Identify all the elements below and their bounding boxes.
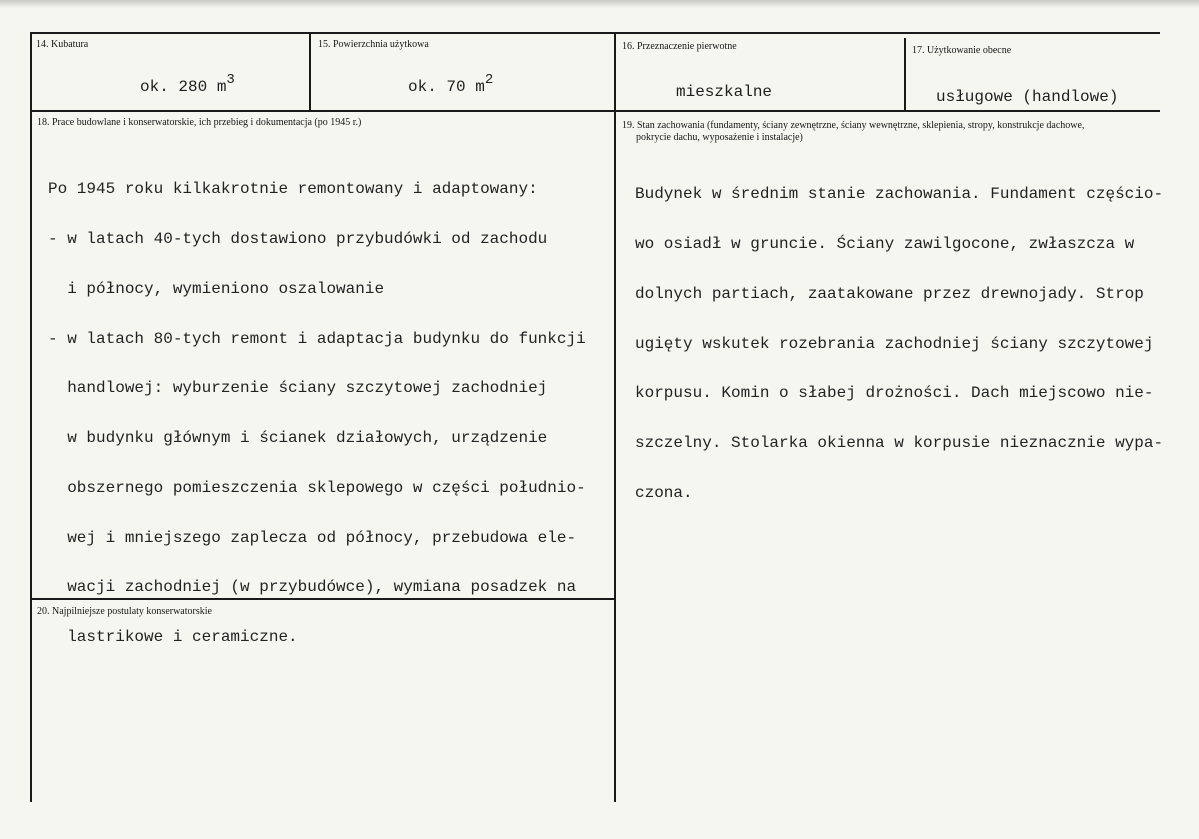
field-19-text: [635, 153, 1163, 535]
field-14-value-text: ok. 280 m: [140, 78, 227, 96]
field-19-line: ugięty wskutek rozebrania zachodniej ściany szczytowej: [635, 334, 1154, 353]
field-14-label: 14. Kubatura: [36, 39, 89, 50]
field-15-value-exponent: 2: [484, 72, 494, 88]
field-18-line: Po 1945 roku kilkakrotnie remontowany i adaptowany:: [48, 180, 538, 199]
field-19-label-line-1: 19. Stan zachowania (fundamenty, ściany zewnętrzne, ściany wewnętrzne, sklepienia, stropy, konstrukcje dachowe,: [622, 120, 1085, 131]
field-19-line: szczelny. Stolarka okienna w korpusie nieznacznie wypa-: [635, 434, 1164, 453]
field-19-line: Budynek w średnim stanie zachowania. Fundament częścio-: [635, 185, 1164, 204]
center-rule: [614, 32, 616, 802]
divider-16-17: [904, 38, 906, 112]
field-15-value: [408, 72, 494, 96]
field-18-line: i północy, wymieniono oszalowanie: [48, 279, 385, 298]
field-16-label: 16. Przeznaczenie pierwotne: [622, 41, 737, 52]
field-14-value: [140, 72, 235, 96]
field-18-line: lastrikowe i ceramiczne.: [48, 628, 298, 647]
field-18-line: wacji zachodniej (w przybudówce), wymiana posadzek na: [48, 578, 577, 597]
field-18-line: - w latach 80-tych remont i adaptacja budynku do funkcji: [48, 329, 586, 348]
top-rule: [30, 32, 1160, 34]
field-15-label: 15. Powierzchnia użytkowa: [318, 39, 429, 50]
field-17-value: usługowe (handlowe): [936, 88, 1119, 106]
field-18-line: handlowej: wyburzenie ściany szczytowej zachodniej: [48, 379, 548, 398]
field-19-line: korpusu. Komin o słabej drożności. Dach miejscowo nie-: [635, 384, 1154, 403]
field-20-label: 20. Najpilniejsze postulaty konserwatorskie: [37, 606, 212, 617]
field-18-text: [48, 148, 586, 679]
field-14-value-exponent: 3: [226, 72, 235, 88]
field-18-line: wej i mniejszego zaplecza od północy, przebudowa ele-: [48, 528, 577, 547]
field-19-line: dolnych partiach, zaatakowane przez drewnojady. Strop: [635, 284, 1144, 303]
field-19-label-line-2: pokrycie dachu, wyposażenie i instalacje): [636, 132, 803, 143]
field-19-line: czona.: [635, 483, 693, 502]
field-18-label: 18. Prace budowlane i konserwatorskie, ich przebieg i dokumentacja (po 1945 r.): [37, 117, 362, 128]
field-18-line: w budynku głównym i ścianek działowych, urządzenie: [48, 429, 548, 448]
header-row-rule: [30, 110, 1160, 112]
field-17-label: 17. Użytkowanie obecne: [912, 45, 1012, 56]
field-15-value-text: ok. 70 m: [408, 78, 485, 96]
field-19-line: wo osiadł w gruncie. Ściany zawilgocone, zwłaszcza w: [635, 234, 1135, 253]
field-18-line: obszernego pomieszczenia sklepowego w części południo-: [48, 478, 586, 497]
divider-14-15: [309, 32, 311, 112]
scan-edge-shadow: [0, 0, 1199, 8]
field-16-value: mieszkalne: [676, 83, 773, 101]
left-rule: [30, 32, 32, 802]
field-18-line: - w latach 40-tych dostawiono przybudówki od zachodu: [48, 229, 548, 248]
